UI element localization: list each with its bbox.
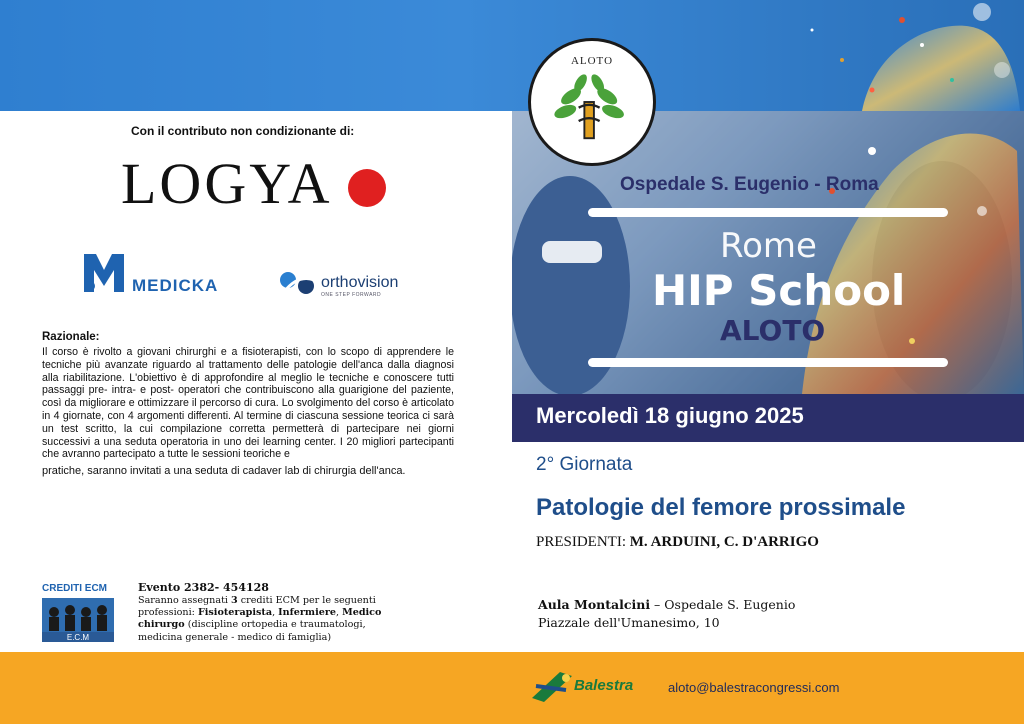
organizer-logo: Balestra [574,677,634,694]
event-day: 2° Giornata [536,454,633,475]
sponsor-intro: Con il contributo non condizionante di: [131,124,355,138]
ecm-credits-description: Saranno assegnati 3 crediti ECM per le seguenti professioni: Fisioterapista, Infermiere, Medico chirurgo (discipline ortopedia e traumatologi, medicina generale - medico di famiglia) [138,595,382,643]
aloto-logo-text: ALOTO [570,55,614,67]
orthovision-logo-icon [278,270,320,298]
aloto-logo [528,38,656,166]
logya-logo: LOGYA [121,151,333,216]
ecm-title: CREDITI ECM [42,583,107,594]
contact-email[interactable]: aloto@balestracongressi.com [668,680,840,695]
venue-address: Piazzale dell'Umanesimo, 10 [538,615,720,630]
presidents-label: PRESIDENTI: [536,534,630,550]
school-organization: ALOTO [720,314,826,347]
balestra-logo-icon [530,668,574,704]
orthovision-logo-text: orthovision [321,274,399,291]
presidents [536,534,819,551]
rationale-body: Il corso è rivolto a giovani chirurghi e a fisioterapisti, con lo scopo di apprendere le tecniche più avanzate riguardo al trattamento delle patologie dell'anca dalla diagnosi alla riabilitazione. L'obiettivo è di approfondire al meglio le tecniche e conoscere tutti passaggi pre- intra- e post- operatori che contribuiscono alla guarigione del paziente, così da migliorare e ottimizzare il percorso di cura. Lo svolgimento del corso è articolato in 4 giornate, con 4 argomenti differenti. Al termine di ciascuna sessione teorica ci sarà un test scritto, la cui compilazione corretta permetterà di partecipare nei giorni successivi a una seduta operatoria in uno dei learning center. I 20 migliori partecipanti che avranno partecipato a tutte le sessioni teoriche e [42,346,454,461]
event-code: Evento 2382- 454128 [138,581,269,594]
medicka-logo-icon [82,250,126,294]
divider-top [588,208,948,217]
bottom-banner [0,652,1024,724]
hospital-name: Ospedale S. Eugenio - Roma [620,174,879,195]
event-date: Mercoledì 18 giugno 2025 [536,403,804,428]
medicka-logo-text: MEDICKA [132,276,219,295]
school-title: HIP School [652,266,906,315]
logya-red-dot-icon [348,169,386,207]
decorative-bone-artwork-top [752,0,1024,111]
ecm-badge-text: E.C.M [66,633,90,642]
venue-hospital: – Ospedale S. Eugenio [650,597,796,612]
laurel-icon [531,41,653,163]
orthovision-tagline: ONE STEP FORWARD [321,292,382,298]
rationale-title: Razionale: [42,331,100,343]
presidents-names: M. ARDUINI, C. D'ARRIGO [629,534,819,550]
rationale-last-line: pratiche, saranno invitati a una seduta di cadaver lab di chirurgia dell'anca. [42,465,406,477]
ecm-badge-icon [42,598,114,642]
school-city: Rome [720,226,817,266]
venue-room: Aula Montalcini [538,597,651,612]
date-banner [512,394,1024,442]
venue [538,597,795,612]
divider-bottom [588,358,948,367]
event-topic: Patologie del femore prossimale [536,494,906,521]
